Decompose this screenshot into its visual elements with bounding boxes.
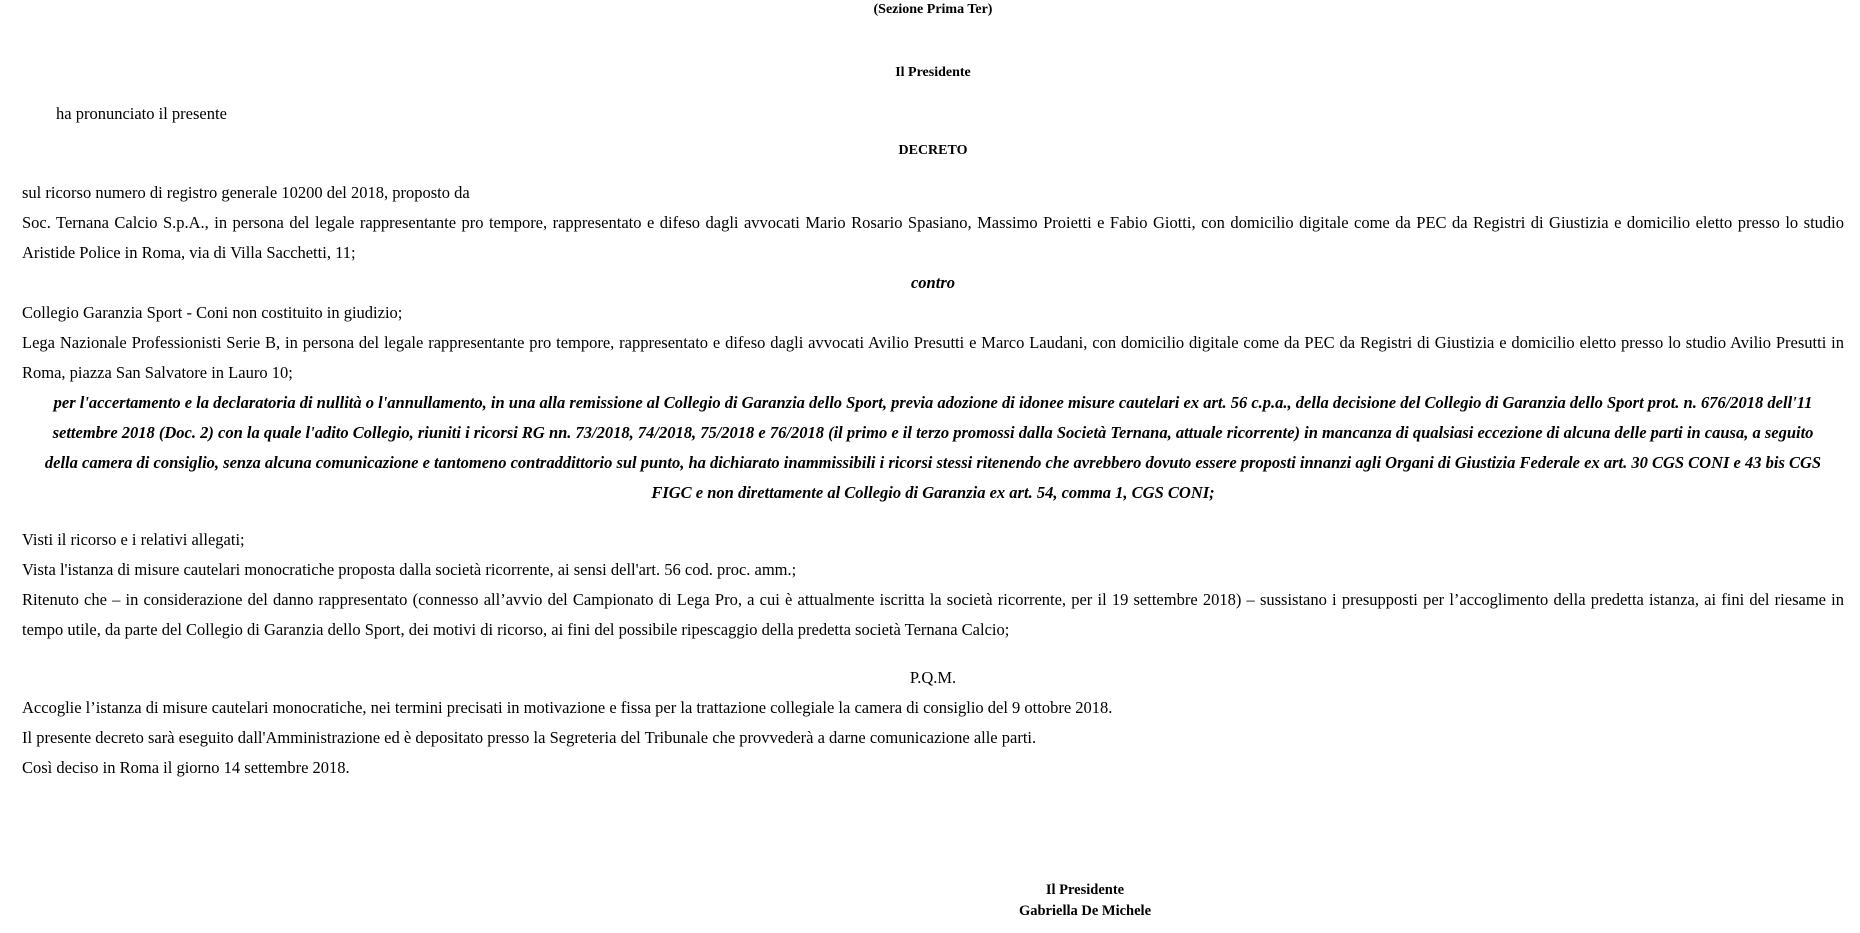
vista-paragraph: Vista l'istanza di misure cautelari monocratiche proposta dalla società ricorrente, ai sensi dell'art. 56 cod. proc. amm.;: [22, 560, 797, 579]
oggetto-ricorso: per l'accertamento e la declaratoria di nullità o l'annullamento, in una alla remissione al Collegio di Garanzia dello Sport, previa adozione di idonee misure cautelari ex art. 56 c.p.a., della decisione del Collegio di Garanzia dello Sport prot. n. 676/2018 dell'11 settembre 2018 (Doc. 2) con la quale l'adito Collegio, riuniti i ricorsi RG nn. 73/2018, 74/2018, 75/2018 e 76/2018 (il primo e il terzo promossi dalla Società Ternana, attuale ricorrente) in mancanza di qualsiasi eccezione di alcuna delle parti in causa, a seguito della camera di consiglio, senza alcuna comunicazione e tantomeno contraddittorio sul punto, ha dichiarato inammissibili i ricorsi stessi ritenendo che avrebbero dovuto essere proposti innanzi agli Organi di Giustizia Federale ex art. 30 CGS CONI e 43 bis CGS FIGC e non direttamente al Collegio di Garanzia ex art. 54, comma 1, CGS CONI;: [44, 393, 1822, 502]
signature-name: Gabriella De Michele: [1018, 903, 1152, 919]
presidente-heading: Il Presidente: [895, 65, 971, 80]
signature-role: Il Presidente: [1045, 882, 1125, 898]
pronunciato-text: ha pronunciato il presente: [56, 104, 227, 123]
contro-label: contro: [910, 273, 955, 292]
visti-paragraph: Visti il ricorso e i relativi allegati;: [22, 530, 245, 549]
resistente-collegio: Collegio Garanzia Sport - Coni non costituito in giudizio;: [22, 303, 403, 322]
resistente-lega: Lega Nazionale Professionisti Serie B, in persona del legale rappresentante pro tempore, rappresentato e difeso dagli avvocati Avilio Presutti e Marco Laudani, con domicilio digitale come da PEC da Registri di Giustizia e domicilio eletto presso lo studio Avilio Presutti in Roma, piazza San Salvatore in Lauro 10;: [22, 333, 1844, 382]
sezione-heading: (Sezione Prima Ter): [873, 2, 993, 17]
accoglie-paragraph: Accoglie l’istanza di misure cautelari monocratiche, nei termini precisati in motivazione e fissa per la trattazione collegiale la camera di consiglio del 9 ottobre 2018.: [22, 698, 1113, 717]
deciso-paragraph: Così deciso in Roma il giorno 14 settembre 2018.: [22, 758, 350, 777]
pqm-heading: P.Q.M.: [909, 668, 957, 687]
signature-block: [1010, 880, 1160, 922]
ricorso-intro: sul ricorso numero di registro generale 10200 del 2018, proposto da: [22, 183, 470, 202]
ricorrente-paragraph: Soc. Ternana Calcio S.p.A., in persona del legale rappresentante pro tempore, rappresentato e difeso dagli avvocati Mario Rosario Spasiano, Massimo Proietti e Fabio Giotti, con domicilio digitale come da PEC da Registri di Giustizia e domicilio eletto presso lo studio Aristide Police in Roma, via di Villa Sacchetti, 11;: [22, 213, 1844, 262]
eseguito-paragraph: Il presente decreto sarà eseguito dall'Amministrazione ed è depositato presso la Segreteria del Tribunale che provvederà a darne comunicazione alle parti.: [22, 728, 1037, 747]
ritenuto-paragraph: Ritenuto che – in considerazione del danno rappresentato (connesso all’avvio del Campionato di Lega Pro, a cui è attualmente iscritta la società ricorrente, per il 19 settembre 2018) – sussistano i presupposti per l’accoglimento della predetta istanza, ai fini del riesame in tempo utile, da parte del Collegio di Garanzia dello Sport, dei motivi di ricorso, ai fini del possibile ripescaggio della predetta società Ternana Calcio;: [22, 590, 1844, 639]
decreto-title: DECRETO: [898, 143, 968, 158]
